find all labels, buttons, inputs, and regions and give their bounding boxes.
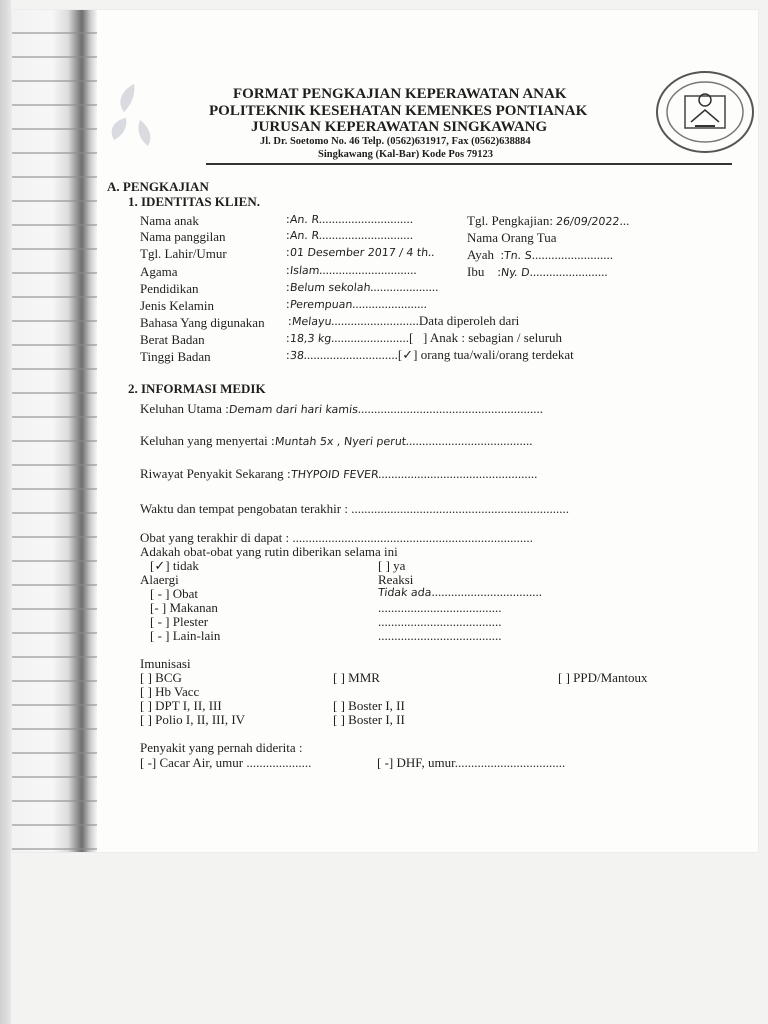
alergi-lain[interactable]: [ - ] Lain-lain: [150, 628, 221, 643]
field-agama[interactable]: :Islam..............................: [286, 262, 417, 277]
header-rule: [206, 163, 732, 165]
option-tidak[interactable]: [✓] tidak: [150, 558, 199, 573]
value-berat: 18,3 kg: [288, 332, 332, 345]
value-ibu: Ny. D: [500, 266, 531, 279]
option-ya[interactable]: [ ] ya: [378, 558, 406, 573]
field-ayah[interactable]: Ayah :Tn. S.........................: [467, 247, 614, 262]
label-tgl-lahir: Tgl. Lahir/Umur: [140, 246, 227, 261]
alergi-label: Alaergi: [140, 572, 179, 587]
label-obat-terakhir: Obat yang terakhir di dapat :: [140, 530, 290, 545]
imun-dpt[interactable]: [ ] DPT I, II, III: [140, 698, 222, 713]
value-jenis-kelamin: Perempuan: [288, 298, 353, 311]
value-pendidikan: Belum sekolah: [288, 281, 371, 294]
data-diperoleh-label: Data diperoleh dari: [418, 313, 520, 328]
alergi-plester[interactable]: [ - ] Plester: [150, 614, 209, 629]
ministry-logo: [104, 80, 166, 150]
sumber-anak-label: Anak : sebagian / seluruh: [429, 330, 563, 345]
imun-boster-1[interactable]: [ ] Boster I, II: [333, 698, 405, 713]
label-bahasa: Bahasa Yang digunakan: [140, 315, 265, 330]
label-keluhan-utama: Keluhan Utama: [140, 401, 222, 416]
field-cacar[interactable]: [ -] Cacar Air, umur ....................: [140, 755, 312, 770]
header-title-2: POLITEKNIK KESEHATAN KEMENKES PONTIANAK: [209, 103, 588, 119]
field-bahasa[interactable]: :Melayu...........................Data diperoleh dari: [288, 313, 520, 328]
imun-bcg[interactable]: [ ] BCG: [140, 670, 182, 685]
value-riwayat: THYPOID FEVER: [289, 468, 379, 481]
label-tinggi: Tinggi Badan: [140, 349, 211, 364]
obat-rutin-question: Adakah obat-obat yang rutin diberikan selama ini: [140, 544, 398, 559]
label-keluhan-menyertai: Keluhan yang menyertai: [140, 433, 268, 448]
label-ayah: Ayah: [467, 247, 494, 262]
field-berat[interactable]: :18,3 kg........................[ ] Anak : sebagian / seluruh: [286, 330, 563, 345]
label-cacar: [ -] Cacar Air, umur: [140, 755, 244, 770]
penyakit-heading: Penyakit yang pernah diderita :: [140, 740, 303, 755]
check-ortu-icon[interactable]: ✓: [402, 347, 414, 362]
imun-hb[interactable]: [ ] Hb Vacc: [140, 684, 200, 699]
label-pendidikan: Pendidikan: [140, 281, 199, 296]
reaksi-makanan-field[interactable]: ......................................: [378, 600, 502, 615]
value-tgl-lahir: 01 Desember 2017 / 4 th: [288, 246, 429, 259]
field-obat-terakhir[interactable]: Obat yang terakhir di dapat : ..........................................................................: [140, 530, 533, 545]
field-keluhan-utama[interactable]: Keluhan Utama :Demam dari hari kamis.........................................................: [140, 401, 543, 416]
label-waktu-pengobatan: Waktu dan tempat pengobatan terakhir :: [140, 501, 348, 516]
value-keluhan-menyertai: Muntah 5x , Nyeri perut: [273, 435, 407, 448]
medik-heading: 2. INFORMASI MEDIK: [128, 381, 266, 396]
value-tinggi: 38: [288, 349, 305, 362]
identitas-heading: 1. IDENTITAS KLIEN.: [128, 194, 260, 209]
field-waktu-pengobatan[interactable]: Waktu dan tempat pengobatan terakhir : ...................................................................: [140, 501, 569, 516]
imun-boster-2[interactable]: [ ] Boster I, II: [333, 712, 405, 727]
field-tgl-lahir[interactable]: :01 Desember 2017 / 4 th..: [286, 244, 435, 259]
section-a-title: A. PENGKAJIAN: [107, 179, 209, 194]
poltekkes-emblem: [655, 70, 755, 154]
reaksi-obat-field[interactable]: Tidak ada..................................: [377, 584, 542, 599]
header-city: Singkawang (Kal-Bar) Kode Pos 79123: [318, 149, 494, 160]
value-nama-panggilan: An. R: [288, 229, 320, 242]
value-nama-anak: An. R: [288, 213, 320, 226]
field-tinggi[interactable]: :38.............................[✓] orang tua/wali/orang terdekat: [286, 347, 574, 362]
value-keluhan-utama: Demam dari hari kamis: [228, 403, 359, 416]
scan-edge: [0, 0, 11, 1024]
value-tgl-pengkajian: 26/09/2022: [555, 215, 621, 228]
reaksi-plester-field[interactable]: ......................................: [378, 614, 502, 629]
field-tgl-pengkajian[interactable]: Tgl. Pengkajian: 26/09/2022...: [467, 213, 630, 228]
header-title-3: JURUSAN KEPERAWATAN SINGKAWANG: [251, 119, 548, 135]
label-agama: Agama: [140, 264, 178, 279]
sumber-ortu-label: orang tua/wali/orang terdekat: [420, 347, 574, 362]
label-jenis-kelamin: Jenis Kelamin: [140, 298, 215, 313]
label-dhf: [ -] DHF, umur: [377, 755, 455, 770]
field-riwayat[interactable]: Riwayat Penyakit Sekarang :THYPOID FEVER.................................................: [140, 466, 538, 481]
label-ibu: Ibu: [467, 264, 485, 279]
imun-ppd[interactable]: [ ] PPD/Mantoux: [558, 670, 648, 685]
field-jenis-kelamin[interactable]: :Perempuan.......................: [286, 296, 427, 311]
field-nama-panggilan[interactable]: :An. R.............................: [286, 227, 414, 242]
label-tgl-pengkajian: Tgl. Pengkajian:: [467, 213, 553, 228]
reaksi-lain-field[interactable]: ......................................: [378, 628, 502, 643]
imun-polio[interactable]: [ ] Polio I, II, III, IV: [140, 712, 246, 727]
value-reaksi: Tidak ada: [377, 586, 433, 599]
check-tidak-icon: ✓: [154, 558, 166, 573]
label-nama-anak: Nama anak: [140, 213, 199, 228]
imunisasi-heading: Imunisasi: [140, 656, 191, 671]
label-riwayat: Riwayat Penyakit Sekarang: [140, 466, 284, 481]
alergi-makanan[interactable]: [- ] Makanan: [150, 600, 218, 615]
header-title-1: FORMAT PENGKAJIAN KEPERAWATAN ANAK: [233, 86, 567, 102]
label-berat: Berat Badan: [140, 332, 205, 347]
value-agama: Islam: [288, 264, 320, 277]
field-pendidikan[interactable]: :Belum sekolah.....................: [286, 279, 439, 294]
value-ayah: Tn. S: [503, 249, 533, 262]
value-bahasa: Melayu: [290, 315, 332, 328]
imun-mmr[interactable]: [ ] MMR: [333, 670, 380, 685]
field-dhf[interactable]: [ -] DHF, umur..................................: [377, 755, 566, 770]
header-address: Jl. Dr. Soetomo No. 46 Telp. (0562)631917, Fax (0562)638884: [260, 136, 531, 147]
alergi-obat[interactable]: [ - ] Obat: [150, 586, 199, 601]
label-tidak: tidak: [172, 558, 199, 573]
reaksi-label: Reaksi: [378, 572, 414, 587]
label-nama-orang-tua: Nama Orang Tua: [467, 230, 557, 245]
field-keluhan-menyertai[interactable]: Keluhan yang menyertai :Muntah 5x , Nyeri perut.......................................: [140, 433, 533, 448]
field-nama-anak[interactable]: :An. R.............................: [286, 211, 414, 226]
field-ibu[interactable]: Ibu :Ny. D........................: [467, 264, 608, 279]
binding-margin: [12, 10, 97, 852]
label-nama-panggilan: Nama panggilan: [140, 229, 226, 244]
